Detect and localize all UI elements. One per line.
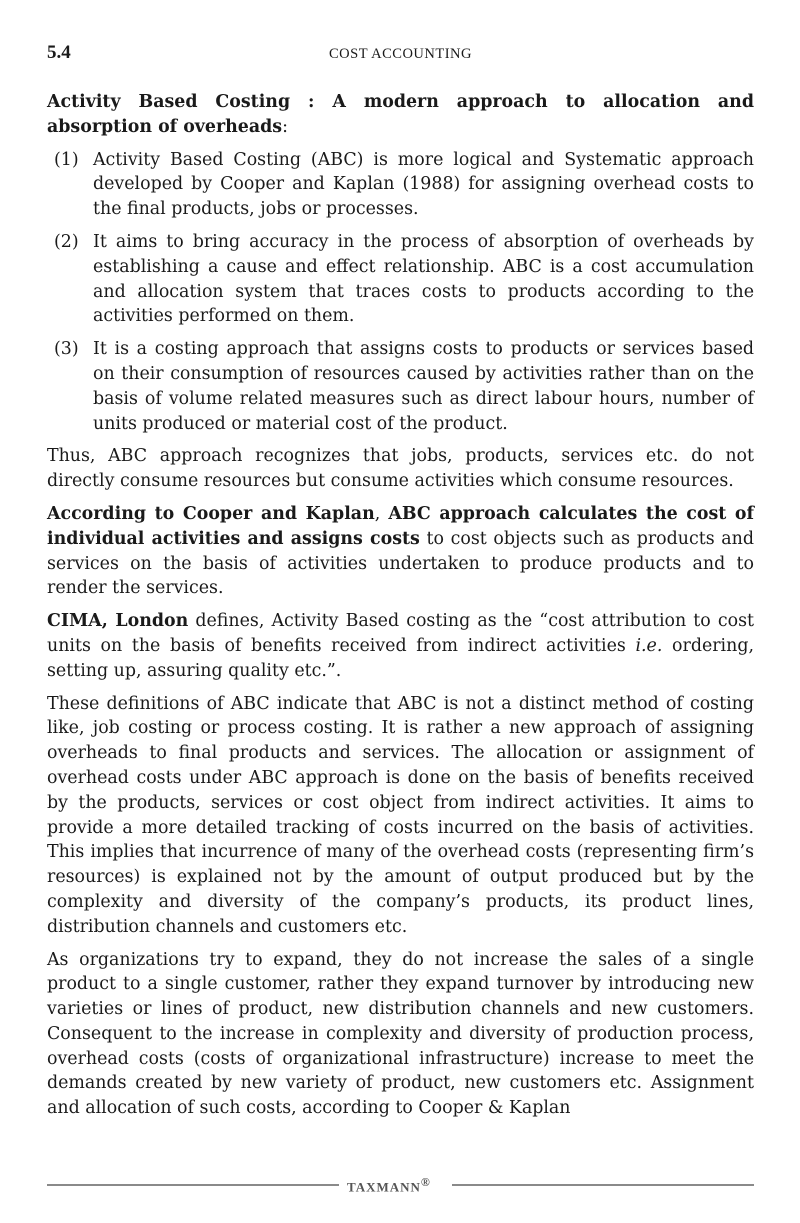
publisher-brand (347, 1175, 431, 1195)
paragraph-text: defines, Activity Based costing as the “cost attribution to cost units on the basis of benefits received from indirect activities (47, 611, 754, 656)
list-item-number: (3) (54, 339, 79, 360)
numbered-list (47, 148, 754, 437)
page-body (47, 90, 754, 1129)
paragraph-text: ordering, setting up, assuring quality etc.”. (47, 635, 754, 681)
page-footer (47, 1175, 754, 1195)
list-item (47, 230, 754, 329)
section-heading (47, 90, 754, 140)
list-item (47, 148, 754, 222)
publisher-name: TAXMANN (347, 1179, 421, 1195)
paragraph-cooper-kaplan (47, 502, 754, 601)
bold-cima-london: CIMA, London (47, 611, 189, 632)
italic-ie: i.e. (635, 635, 663, 656)
running-title: COST ACCOUNTING (329, 46, 472, 62)
list-item-text: It aims to bring accuracy in the process of absorption of overheads by establishing a cause and effect relationship. ABC is a cost accumulation and allocation system that traces costs to products according to the activities performed on them. (93, 231, 754, 327)
list-item-number: (1) (54, 149, 79, 170)
footer-rule-left (47, 1184, 339, 1186)
paragraph-abc-recognizes: Thus, ABC approach recognizes that jobs, products, services etc. do not directly consume resources but consume activities which consume resources. (47, 446, 754, 492)
list-item-text: It is a costing approach that assigns costs to products or services based on their consumption of resources caused by activities rather than on the basis of volume related measures such as direct labour hours, number of units produced or material cost of the product. (93, 339, 754, 434)
paragraph-definitions-abc: These definitions of ABC indicate that ABC is not a distinct method of costing like, job costing or process costing. It is rather a new approach of assigning overheads to final products and services. The allocation or assignment of overhead costs under ABC approach is done on the basis of benefits received by the products, services or cost object from indirect activities. It aims to provide a more detailed tracking of costs incurred on the basis of activities. This implies that incurrence of many of the overhead costs (representing firm’s resources) is explained not by the amount of output produced but by the complexity and diversity of the company’s products, its product lines, distribution channels and customers etc. (47, 693, 754, 937)
bold-cooper-kaplan: According to Cooper and Kaplan (47, 503, 375, 524)
paragraph-cima-definition (47, 609, 754, 683)
paragraph-organizations-expand: As organizations try to expand, they do not increase the sales of a single product to a single customer, rather they expand turnover by introducing new varieties or lines of product, new distribution channels and new customers. Consequent to the increase in complexity and diversity of production process, overhead costs (costs of organizational infrastructure) increase to meet the demands created by new variety of product, new customers etc. Assignment and allocation of such costs, according to Cooper & Kaplan (47, 949, 754, 1119)
comma-separator: , (374, 503, 389, 524)
page-header (47, 42, 754, 70)
section-heading-text: Activity Based Costing : A modern approach to allocation and absorption of overheads (47, 92, 754, 137)
document-page (47, 0, 754, 1223)
section-heading-colon: : (282, 116, 288, 137)
bold-abc-calculates: ABC approach calculates the cost of individual activities and assigns costs (47, 503, 754, 549)
page-number: 5.4 (47, 42, 71, 63)
registered-mark: ® (420, 1175, 431, 1189)
paragraph-text: to cost objects such as products and services on the basis of activities undertaken to produce products and to render the services. (47, 528, 754, 599)
footer-rule-right (452, 1184, 754, 1186)
list-item (47, 337, 754, 436)
list-item-number: (2) (54, 231, 79, 252)
list-item-text: Activity Based Costing (ABC) is more logical and Systematic approach developed by Cooper and Kaplan (1988) for assigning overhead costs to the final products, jobs or processes. (93, 149, 754, 220)
